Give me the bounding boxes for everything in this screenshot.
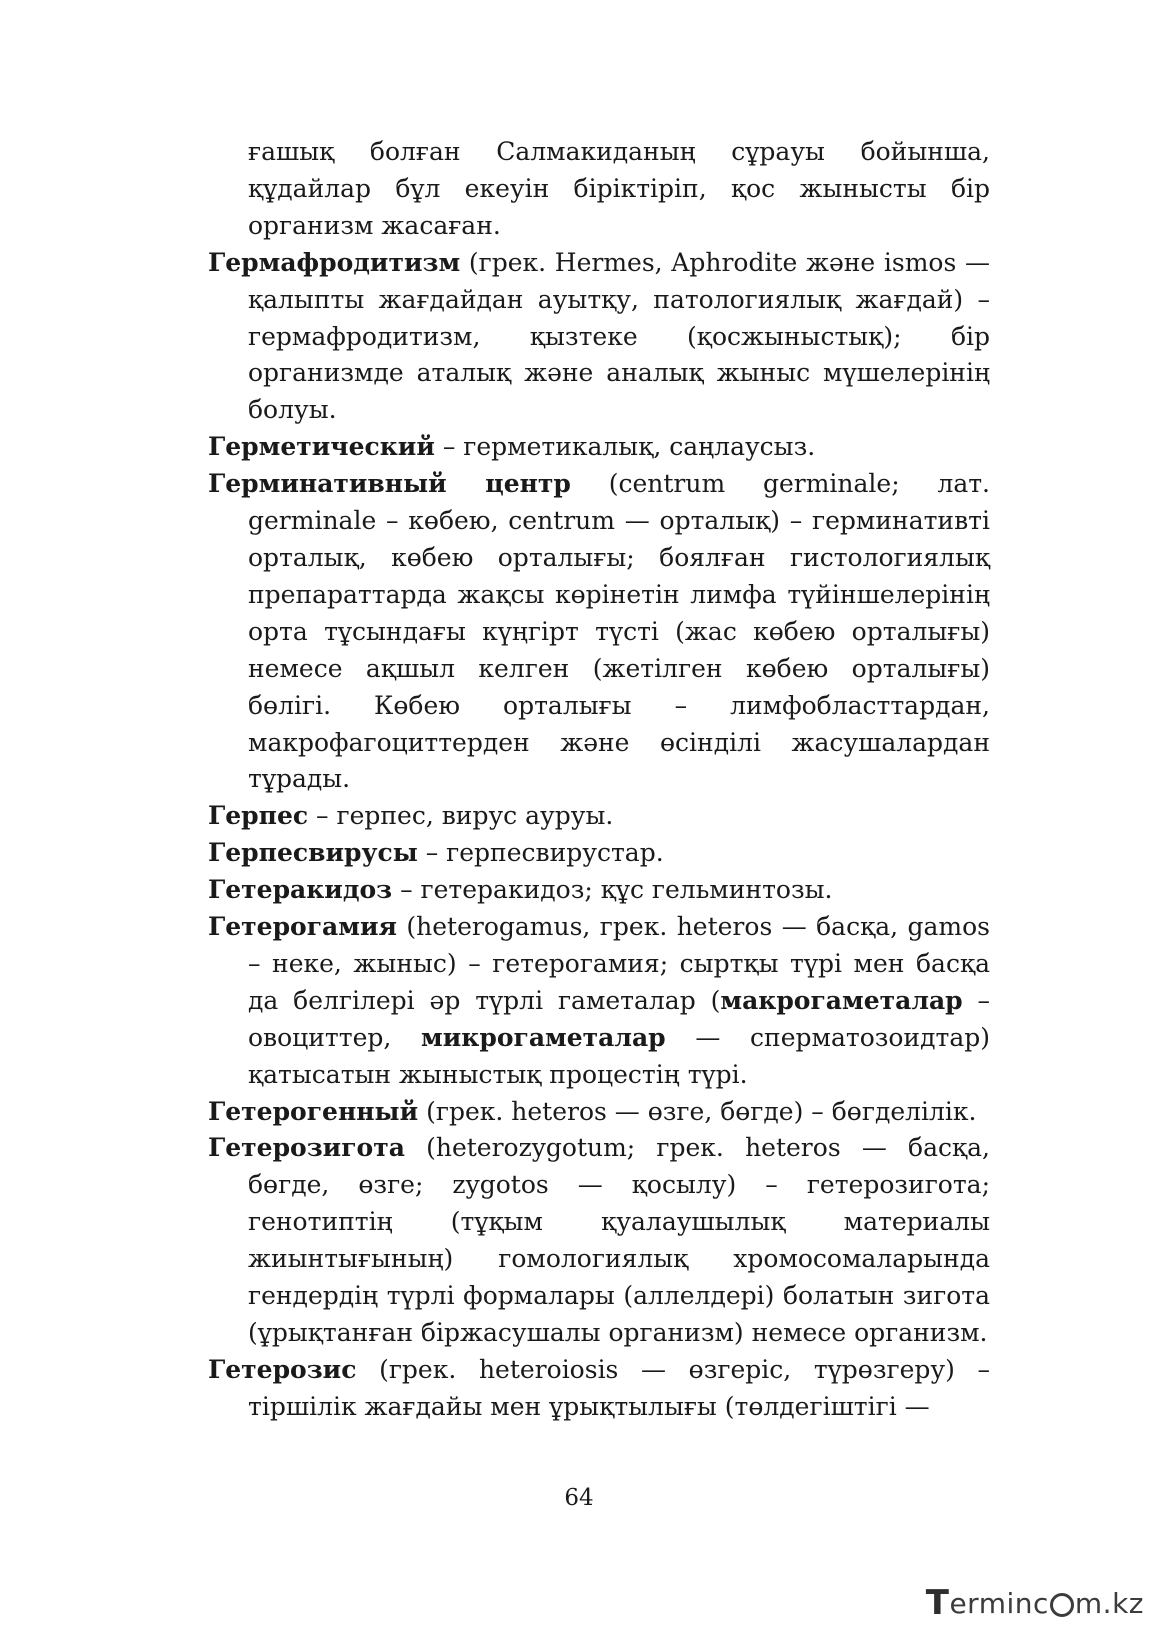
entry-term: Герметический	[208, 432, 435, 462]
entry-definition-part: — сперматозоидтар) қатысатын жыныстық процестің түрі.	[248, 1022, 990, 1089]
entry-term: Гетеракидоз	[208, 875, 393, 905]
entry-herpesviruses	[208, 835, 990, 872]
entry-germinal-center	[208, 466, 990, 798]
entry-heterozygote	[208, 1130, 990, 1351]
entry-definition-part: – овоциттер,	[248, 985, 991, 1052]
entry-term: Гетерогамия	[208, 912, 397, 942]
entry-term: Герпес	[208, 801, 309, 831]
entry-term: Гетерогенный	[208, 1096, 419, 1126]
entry-definition: – герпесвирустар.	[417, 838, 664, 868]
entry-definition: – герпес, вирус ауруы.	[308, 801, 614, 831]
entry-heterogeneous	[208, 1094, 990, 1131]
entry-hermetic	[208, 429, 990, 466]
entry-definition: (грек. heteroiosis — өзгеріс, түрөзгеру) – тіршілік жағдайы мен ұрықтылығы (төлдегіштігі —	[248, 1354, 990, 1421]
inline-bold-term: микрогаметалар	[421, 1022, 666, 1052]
entry-herpes	[208, 798, 990, 835]
entry-term: Гермафродитизм	[208, 247, 461, 277]
continuation-paragraph: ғашық болған Салмакиданың сұрауы бойынша, құдайлар бұл екеуін біріктіріп, қос жынысты бір организм жасаған.	[248, 137, 990, 240]
termincom-watermark-logo	[926, 1583, 1144, 1623]
entry-heterogamy	[208, 909, 990, 1094]
entry-definition: (грек. heteros — өзге, бөгде) – бөгделілік.	[418, 1096, 977, 1126]
entry-heterakidosis	[208, 872, 990, 909]
entry-heterosis	[208, 1352, 990, 1426]
entry-definition: – герметикалық, саңлаусыз.	[434, 432, 816, 462]
watermark-text: erminc	[949, 1586, 1049, 1620]
page-body	[208, 134, 990, 1426]
entry-hermaphroditism	[208, 245, 990, 430]
page-number: 64	[564, 1485, 594, 1511]
watermark-ring-icon	[1050, 1593, 1074, 1617]
entry-definition: (heterozygotum; грек. heteros — басқа, бөгде, өзге; zygotos — қосылу) – гетерозигота; генотиптің (тұқым қуалаушылық материалы жиынтығының) гомологиялық хромосомаларында гендердің түрлі формалары (аллелдері) болатын зигота (ұрықтанған біржасушалы организм) немесе организм.	[248, 1133, 990, 1347]
entry-definition: – гетеракидоз; құс гельминтозы.	[392, 875, 833, 905]
watermark-domain: m.kz	[1074, 1586, 1144, 1620]
entry-definition: (грек. Hermes, Aphrodite және ismos — қалыпты жағдайдан ауытқу, патологиялық жағдай) – гермафродитизм, қызтеке (қосжыныстық); бір организмде аталық және аналық жыныс мүшелерінің болуы.	[248, 247, 990, 425]
entry-term: Герминативный центр	[208, 469, 571, 499]
entry-definition: (centrum germinale; лат. germinale – көбею, centrum — орталық) – герминативті орталық, көбею орталығы; боялған гистологиялық препараттарда жақсы көрінетін лимфа түйіншелерінің орта тұсындағы күңгірт түсті (жас көбею орталығы) немесе ақшыл келген (жетілген көбею орталығы) бөлігі. Көбею орталығы – лимфобласттардан, макрофагоциттерден және өсінділі жасушалардан тұрады.	[248, 469, 991, 794]
watermark-letter-t: T	[925, 1583, 950, 1623]
entry-term: Гетерозигота	[208, 1133, 405, 1163]
inline-bold-term: макрогаметалар	[720, 985, 963, 1015]
entry-definition-part: (heterogamus, грек. heteros — басқа, gamos – неке, жыныс) – гетерогамия; сыртқы түрі мен басқа да белгілері әр түрлі гаметалар (	[248, 912, 990, 1015]
entry-term: Герпесвирусы	[208, 838, 418, 868]
entry-term: Гетерозис	[208, 1354, 357, 1384]
